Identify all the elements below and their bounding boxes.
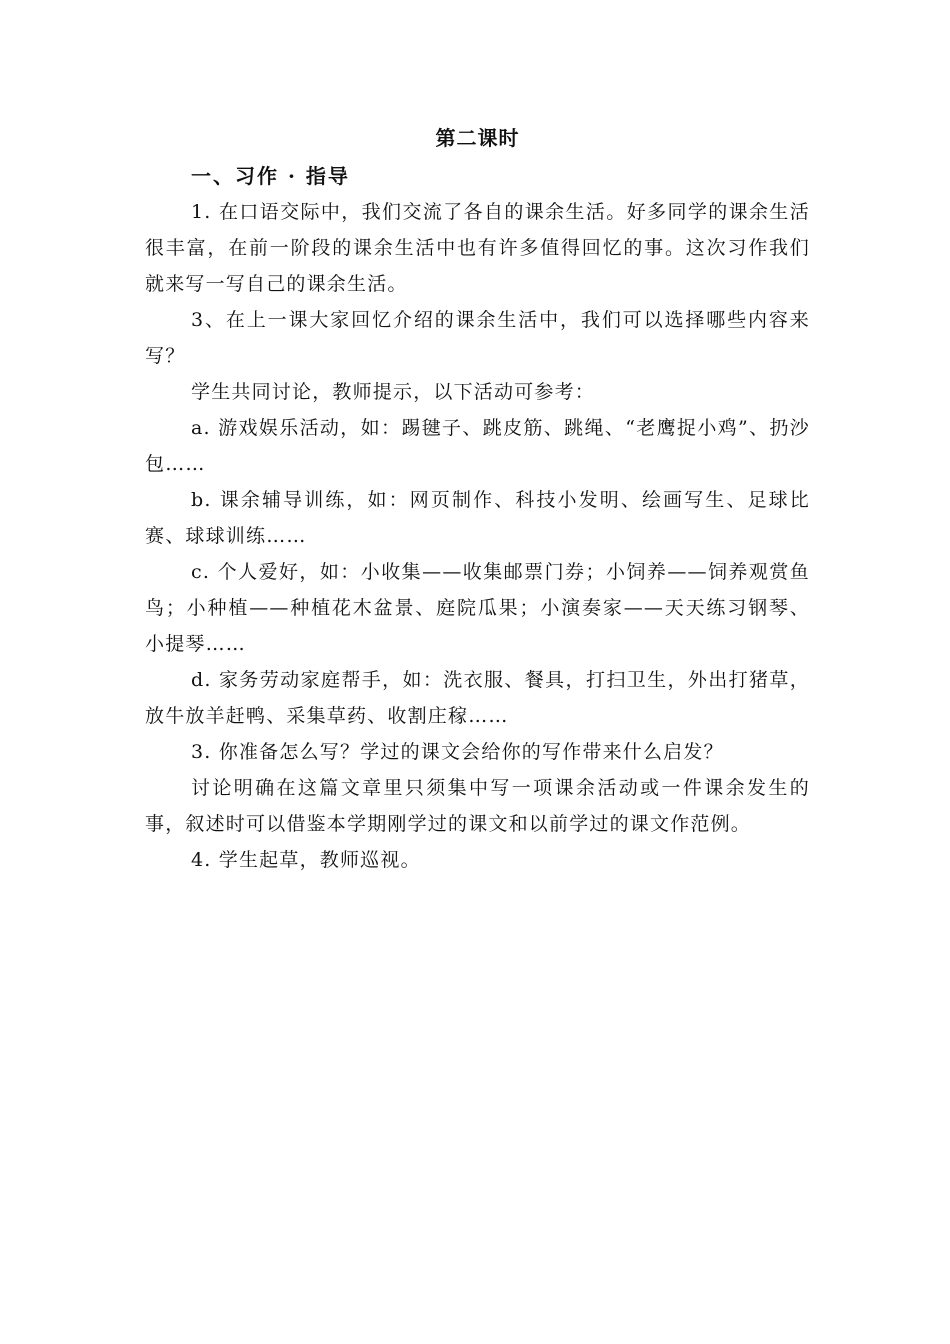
paragraph-discussion-conclusion: 讨论明确在这篇文章里只须集中写一项课余活动或一件课余发生的事，叙述时可以借鉴本学期刚学过的课文和以前学过的课文作范例。	[145, 777, 810, 835]
paragraph-discussion-hint: 学生共同讨论，教师提示，以下活动可参考：	[191, 381, 596, 403]
section-heading: 一、习作 · 指导	[191, 164, 350, 188]
paragraph-option-d: d. 家务劳动家庭帮手，如：洗衣服、餐具，打扫卫生，外出打猪草，放牛放羊赶鸭、采集草药、收割庄稼……	[145, 669, 810, 727]
paragraph-option-c: c. 个人爱好，如：小收集——收集邮票门券；小饲养——饲养观赏鱼鸟；小种植——种植花木盆景、庭院瓜果；小演奏家——天天练习钢琴、小提琴……	[145, 561, 810, 655]
document-page	[145, 118, 810, 878]
paragraph-option-b: b. 课余辅导训练，如：网页制作、科技小发明、绘画写生、足球比赛、球球训练……	[145, 489, 810, 547]
paragraph-option-a: a. 游戏娱乐活动，如：踢毽子、跳皮筋、跳绳、“老鹰捉小鸡”、扔沙包……	[145, 417, 810, 475]
lesson-title: 第二课时	[435, 126, 520, 150]
paragraph-how-to-write: 3. 你准备怎么写？学过的课文会给你的写作带来什么启发？	[191, 741, 724, 763]
paragraph-question-content: 3、在上一课大家回忆介绍的课余生活中，我们可以选择哪些内容来写？	[145, 309, 810, 367]
paragraph-intro: 1. 在口语交际中，我们交流了各自的课余生活。好多同学的课余生活很丰富，在前一阶段的课余生活中也有许多值得回忆的事。这次习作我们就来写一写自己的课余生活。	[145, 201, 810, 295]
paragraph-drafting: 4. 学生起草，教师巡视。	[191, 849, 421, 871]
